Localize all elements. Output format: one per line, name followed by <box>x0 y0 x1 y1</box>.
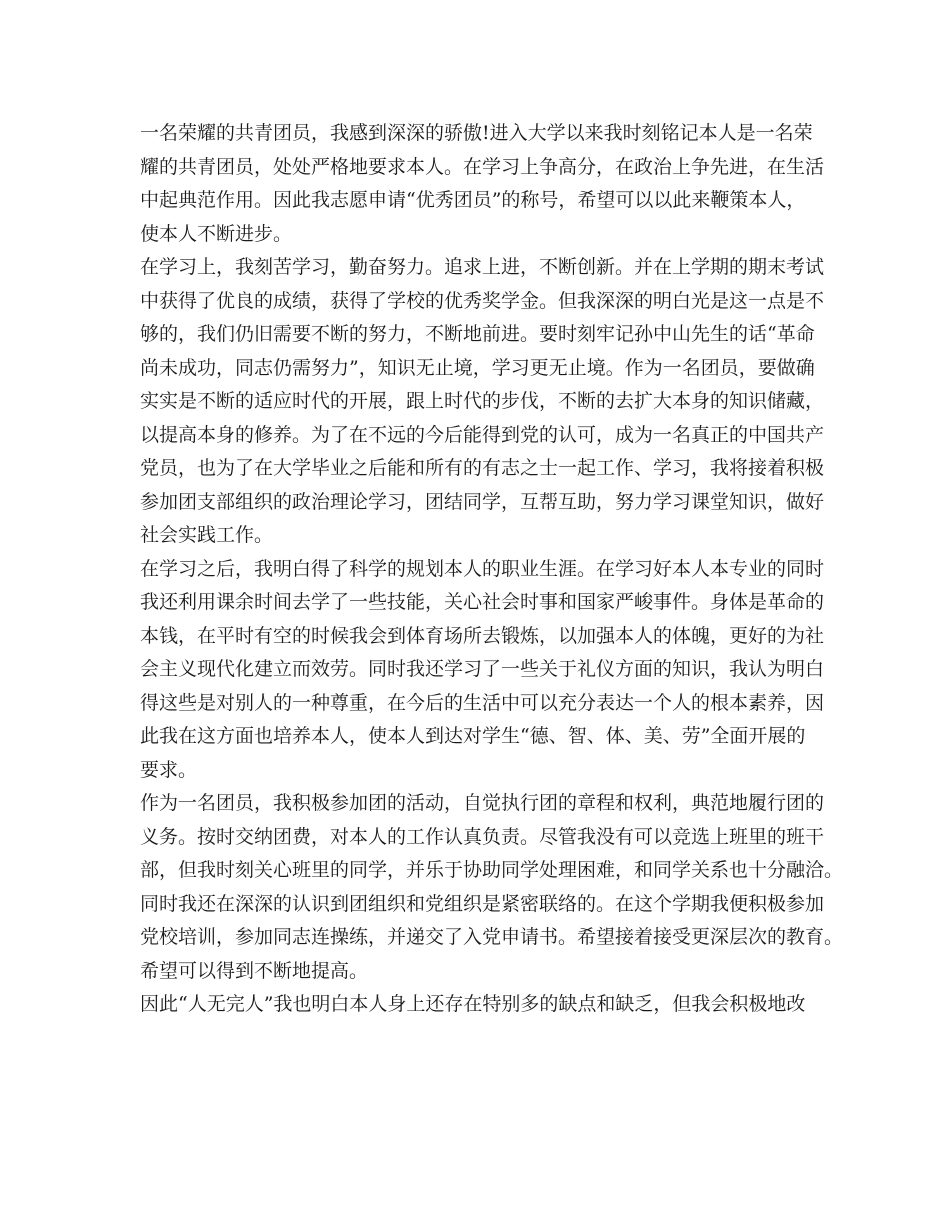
text-line: 以提高本身的修养。为了在不远的今后能得到党的认可，成为一名真正的中国共产 <box>140 423 825 446</box>
text-line: 因此“人无完人”我也明白本人身上还存在特别多的缺点和缺乏，但我会积极地改 <box>140 993 806 1015</box>
text-line: 希望可以得到不断地提高。 <box>140 959 369 982</box>
body-text <box>140 117 844 1022</box>
text-line: 实实是不断的适应时代的开展，跟上时代的步伐，不断的去扩大本身的知识储藏， <box>140 390 825 412</box>
text-line: 本钱，在平时有空的时候我会到体育场所去锻炼，以加强本人的体魄，更好的为社 <box>140 624 825 647</box>
text-line: 尚未成功，同志仍需努力”，知识无止境，学习更无止境。作为一名团员，要做确 <box>140 356 815 379</box>
text-line: 一名荣耀的共青团员，我感到深深的骄傲!进入大学以来我时刻铭记本人是一名荣 <box>140 122 813 144</box>
text-line: 社会实践工作。 <box>140 524 274 546</box>
text-line: 党校培训，参加同志连操练，并递交了入党申请书。希望接着接受更深层次的教育。 <box>140 926 844 948</box>
text-line: 部，但我时刻关心班里的同学，并乐于协助同学处理困难，和同学关系也十分融洽。 <box>140 859 844 881</box>
text-line: 同时我还在深深的认识到团组织和党组织是紧密联络的。在这个学期我便积极参加 <box>140 892 825 915</box>
text-line: 耀的共青团员，处处严格地要求本人。在学习上争高分，在政治上争先进，在生活 <box>140 155 825 178</box>
text-line: 中起典范作用。因此我志愿申请“优秀团员”的称号，希望可以以此来鞭策本人， <box>140 189 806 211</box>
text-line: 在学习之后，我明白得了科学的规划本人的职业生涯。在学习好本人本专业的同时 <box>140 557 825 580</box>
text-line: 党员，也为了在大学毕业之后能和所有的有志之士一起工作、学习，我将接着积极 <box>140 457 825 479</box>
text-line: 要求。 <box>140 758 198 781</box>
text-line: 得这些是对别人的一种尊重，在今后的生活中可以充分表达一个人的根本素养，因 <box>140 691 825 714</box>
text-line: 此我在这方面也培养本人，使本人到达对学生“德、智、体、美、劳”全面开展的 <box>140 725 806 747</box>
text-line: 会主义现代化建立而效劳。同时我还学习了一些关于礼仪方面的知识，我认为明白 <box>140 658 825 680</box>
text-line: 在学习上，我刻苦学习，勤奋努力。追求上进，不断创新。并在上学期的期末考试 <box>140 256 825 278</box>
text-line: 使本人不断进步。 <box>140 222 293 245</box>
text-line: 够的，我们仍旧需要不断的努力，不断地前进。要时刻牢记孙中山先生的话“革命 <box>140 323 815 345</box>
text-line: 参加团支部组织的政治理论学习，团结同学，互帮互助，努力学习课堂知识，做好 <box>140 490 825 513</box>
text-line: 义务。按时交纳团费，对本人的工作认真负责。尽管我没有可以竞选上班里的班干 <box>140 825 825 848</box>
text-line: 我还利用课余时间去学了一些技能，关心社会时事和国家严峻事件。身体是革命的 <box>140 591 825 613</box>
text-line: 作为一名团员，我积极参加团的活动，自觉执行团的章程和权利，典范地履行团的 <box>140 792 825 814</box>
text-line: 中获得了优良的成绩，获得了学校的优秀奖学金。但我深深的明白光是这一点是不 <box>140 289 825 312</box>
